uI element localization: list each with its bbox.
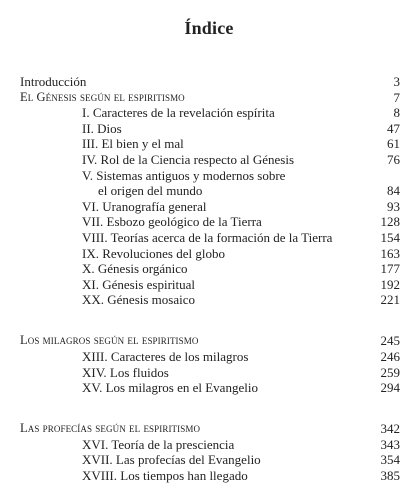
toc-page-number: 128: [380, 214, 400, 230]
toc-entry-row: [20, 349, 400, 365]
toc-entry-title: IV. Rol de la Ciencia respecto al Génesis: [82, 151, 295, 167]
toc-entry-title: VIII. Teorías acerca de la formación de la Tierra: [82, 229, 333, 245]
toc-page-number: 47: [387, 120, 400, 136]
toc-page-number: 84: [387, 183, 400, 199]
toc-entry-row: [20, 105, 400, 121]
toc-page-number: 93: [387, 198, 400, 214]
toc-page-number: 245: [380, 333, 400, 349]
toc-entry-title: XVI. Teoría de la presciencia: [82, 436, 235, 452]
toc-entry-title: XV. Los milagros en el Evangelio: [82, 380, 258, 396]
toc-entry-title: XIV. Los fluidos: [82, 364, 169, 380]
toc-page-number: 221: [380, 292, 400, 308]
toc-section-title: El Génesis según el espiritismo: [20, 89, 185, 104]
toc-entry-title: VII. Esbozo geológico de la Tierra: [82, 214, 262, 230]
toc-entry-row: [20, 437, 400, 453]
page-title: Índice: [184, 18, 234, 38]
toc-page-number: 385: [380, 468, 400, 484]
toc-entry-row: [20, 136, 400, 152]
toc-entry-row: [20, 365, 400, 381]
toc-page-number: 246: [380, 349, 400, 364]
toc-entry-title: III. El bien y el mal: [82, 136, 184, 152]
toc-page-number: 76: [387, 151, 400, 167]
toc-page-number: 61: [387, 136, 400, 152]
toc-entry-title: XVIII. Los tiempos han llegado: [82, 468, 248, 484]
toc-entry-title: I. Caracteres de la revelación espírita: [82, 105, 275, 121]
toc-entry-row: [20, 261, 400, 277]
toc-section-row: [20, 90, 400, 106]
toc-entry-row: [20, 74, 400, 90]
toc-page-number: 354: [380, 452, 400, 468]
toc-entry-title: XX. Génesis mosaico: [82, 292, 196, 308]
toc-entry-row: [20, 168, 400, 184]
toc-page-number: 259: [380, 364, 400, 380]
toc-entry-title: V. Sistemas antiguos y modernos sobre: [82, 167, 286, 183]
toc-section-row: [20, 333, 400, 349]
toc-entry-title: el origen del mundo: [98, 183, 203, 199]
toc-page-number: 177: [380, 261, 400, 277]
toc-page-number: 294: [380, 380, 400, 396]
toc-entry-title: IX. Revoluciones del globo: [82, 245, 225, 261]
table-of-contents: [20, 74, 400, 484]
toc-page-number: 343: [380, 436, 400, 452]
toc-entry-title: X. Génesis orgánico: [82, 261, 188, 277]
toc-entry-row: [20, 199, 400, 215]
toc-entry-row: [20, 246, 400, 262]
toc-entry-row: [20, 468, 400, 484]
toc-entry-row: [20, 152, 400, 168]
toc-entry-row: [20, 183, 400, 199]
toc-entry-title: XVII. Las profecías del Evangelio: [82, 452, 261, 468]
toc-section-row: [20, 421, 400, 437]
toc-page-number: 3: [393, 74, 400, 89]
toc-entry-row: [20, 277, 400, 293]
toc-entry-title: XI. Génesis espiritual: [82, 276, 196, 292]
toc-entry-row: [20, 452, 400, 468]
toc-entry-row: [20, 380, 400, 396]
toc-entry-row: [20, 292, 400, 308]
toc-section-title: Las profecías según el espiritismo: [20, 421, 201, 436]
toc-page-number: 192: [380, 276, 400, 292]
toc-entry-row: [20, 230, 400, 246]
toc-entry-title: Introducción: [20, 74, 87, 89]
toc-entry-title: XIII. Caracteres de los milagros: [82, 349, 249, 364]
toc-page-number: 7: [393, 89, 400, 105]
toc-page-number: 163: [380, 245, 400, 261]
toc-entry-row: [20, 121, 400, 137]
toc-page-number: 8: [393, 105, 400, 121]
toc-page-number: 154: [380, 229, 400, 245]
toc-section-title: Los milagros según el espiritismo: [20, 333, 199, 348]
toc-entry-row: [20, 214, 400, 230]
toc-entry-title: II. Dios: [82, 120, 122, 136]
toc-entry-title: VI. Uranografía general: [82, 198, 207, 214]
toc-page-number: 342: [380, 421, 400, 437]
